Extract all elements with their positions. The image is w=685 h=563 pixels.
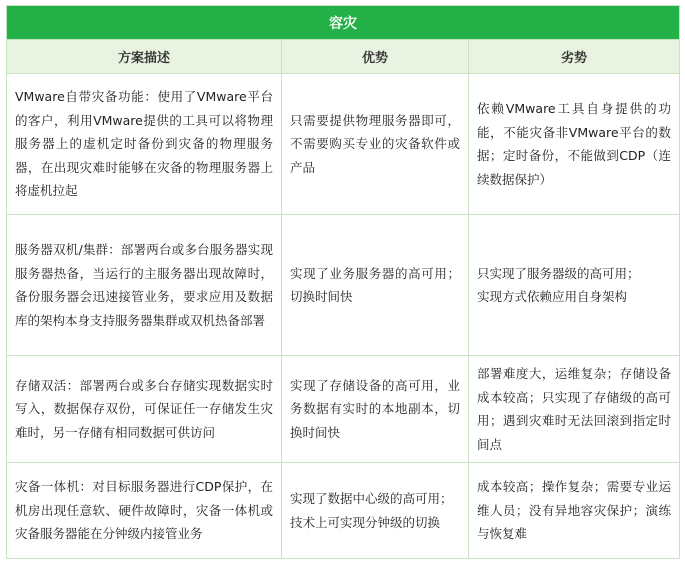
row-pros-line: 实现了数据中心级的高可用；	[290, 491, 453, 506]
row-description: 灾备一体机：对目标服务器进行CDP保护，在机房出现任意软、硬件故障时，灾备一体机或灾备服务器能在分钟级内接管业务	[7, 463, 282, 559]
row-cons	[469, 215, 680, 356]
row-pros	[282, 463, 469, 559]
row-pros: 实现了存储设备的高可用，业务数据有实时的本地副本，切换时间快	[282, 356, 469, 463]
row-cons: 部署难度大，运维复杂；存储设备成本较高；只实现了存储级的高可用；遇到灾难时无法回滚到指定时间点	[469, 356, 680, 463]
row-pros: 实现了业务服务器的高可用；切换时间快	[282, 215, 469, 356]
table-row	[7, 215, 680, 356]
table-header-row	[7, 40, 680, 74]
table-title: 容灾	[7, 6, 680, 40]
row-description: 存储双活：部署两台或多台存储实现数据实时写入，数据保存双份，可保证任一存储发生灾难时，另一存储有相同数据可供访问	[7, 356, 282, 463]
row-cons-line: 实现方式依赖应用自身架构	[477, 289, 628, 304]
table-title-row	[7, 6, 680, 40]
column-header-description: 方案描述	[7, 40, 282, 74]
row-cons: 依赖VMware工具自身提供的功能，不能灾备非VMware平台的数据；定时备份，不能做到CDP（连续数据保护）	[469, 74, 680, 215]
row-cons: 成本较高；操作复杂；需要专业运维人员；没有异地容灾保护；演练与恢复难	[469, 463, 680, 559]
column-header-cons: 劣势	[469, 40, 680, 74]
row-cons-line: 只实现了服务器级的高可用；	[477, 265, 640, 281]
disaster-recovery-table	[6, 5, 680, 559]
row-description: 服务器双机/集群：部署两台或多台服务器实现服务器热备，当运行的主服务器出现故障时，备份服务器会迅速接管业务，要求应用及数据库的架构本身支持服务器集群或双机热备部署	[7, 215, 282, 356]
table-row	[7, 74, 680, 215]
table-row	[7, 356, 680, 463]
row-pros-line: 技术上可实现分钟级的切换	[290, 514, 441, 530]
table-row	[7, 463, 680, 559]
row-description: VMware自带灾备功能：使用了VMware平台的客户，利用VMware提供的工具可以将物理服务器上的虚机定时备份到灾备的物理服务器，在出现灾难时能够在灾备的物理服务器上将虚机拉起	[7, 74, 282, 215]
row-pros: 只需要提供物理服务器即可，不需要购买专业的灾备软件或产品	[282, 74, 469, 215]
column-header-pros: 优势	[282, 40, 469, 74]
